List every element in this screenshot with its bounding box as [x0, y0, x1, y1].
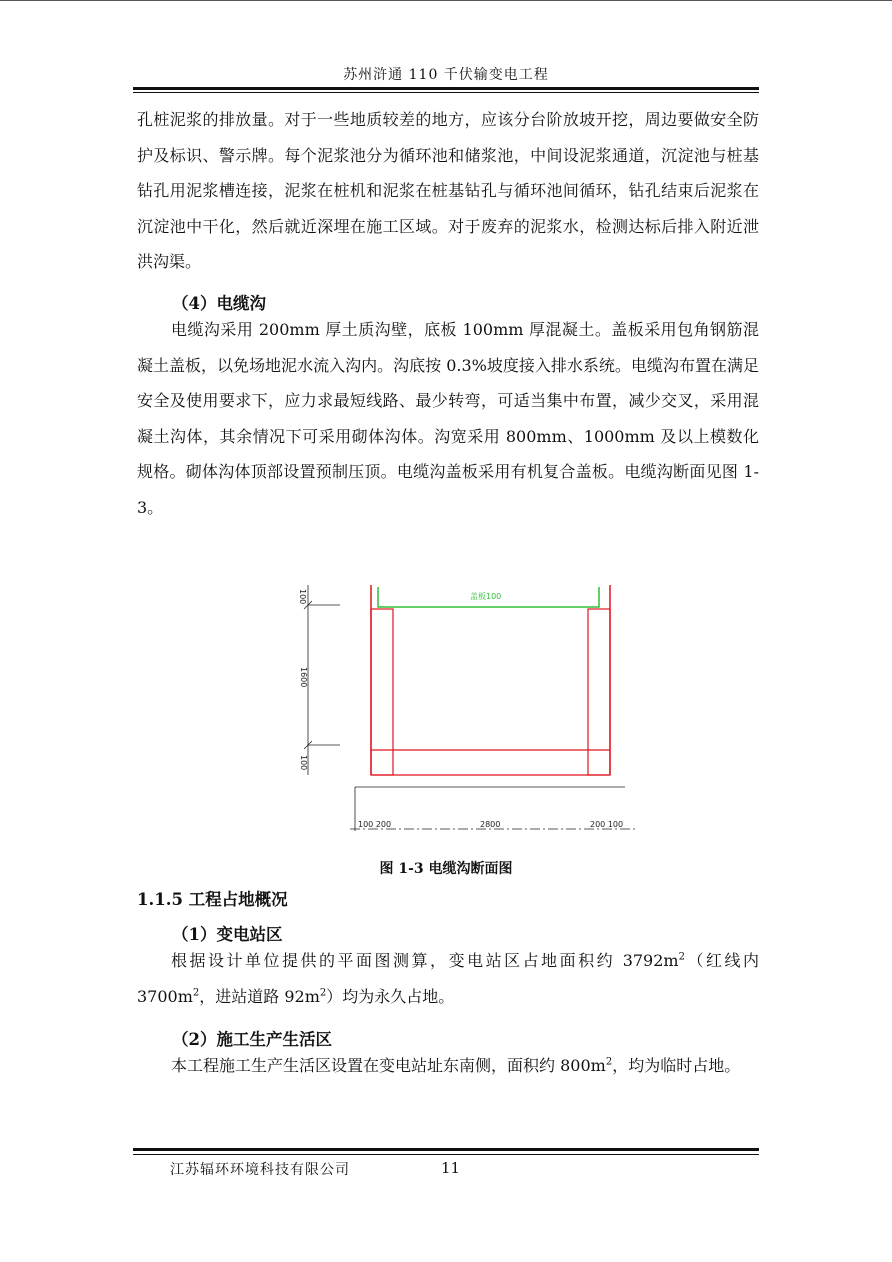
- paragraph-cable-trench: 电缆沟采用 200mm 厚土质沟壁，底板 100mm 厚混凝土。盖板采用包角钢筋混凝土盖板，以免场地泥水流入沟内。沟底按 0.3%坡度接入排水系统。电缆沟布置在满足安全及使用要求下，应力求最短线路、最少转弯，可适当集中布置，减少交叉，采用混凝土沟体，其余情况下可采用砌体沟体。沟宽采用 800mm、1000mm 及以上模数化规格。砌体沟体顶部设置预制压顶。电缆沟盖板采用有机复合盖板。电缆沟断面见图 1-3。: [137, 320, 759, 517]
- footer-company: 江苏辐环环境科技有限公司: [170, 1162, 350, 1178]
- figure-caption: 图 1-3 电缆沟断面图: [379, 861, 513, 877]
- footer-rule-thin: [133, 1154, 759, 1155]
- cover-plate-label: 盖板100: [470, 592, 502, 601]
- subheading-cable-trench: （4）电缆沟: [172, 294, 266, 313]
- dim-width: 2800: [480, 820, 501, 829]
- footer-rule-thick: [133, 1148, 759, 1151]
- dim-left: 100 200: [358, 820, 392, 829]
- subheading-construction-area: （2）施工生产生活区: [172, 1030, 332, 1049]
- trench-walls: [371, 585, 610, 775]
- paragraph-construction-area: 本工程施工生产生活区设置在变电站址东南侧，面积约 $800m^2$，均为临时占地。: [171, 1056, 741, 1075]
- dim-height: 1600: [299, 667, 308, 688]
- section-heading-land-use: 1.1.5 工程占地概况: [137, 890, 288, 909]
- page-number: 11: [441, 1159, 461, 1177]
- horizontal-dimensions: [350, 787, 635, 831]
- paragraph-mud-disposal: 孔桩泥浆的排放量。对于一些地质较差的地方，应该分台阶放坡开挖，周边要做安全防护及标识、警示牌。每个泥浆池分为循环池和储浆池，中间设泥浆通道，沉淀池与桩基钻孔用泥浆槽连接，泥浆在桩机和泥浆在桩基钻孔与循环池间循环，钻孔结束后泥浆在沉淀池中干化，然后就近深埋在施工区域。对于废弃的泥浆水，检测达标后排入附近泄洪沟渠。: [137, 110, 759, 271]
- running-header: 苏州浒通 110 千伏输变电工程: [343, 67, 549, 83]
- header-rule-thin: [133, 92, 759, 93]
- vertical-dimensions: [298, 585, 340, 775]
- dim-top: 100: [298, 589, 307, 605]
- dim-bottom: 100: [299, 755, 308, 771]
- subheading-substation-area: （1）变电站区: [172, 925, 283, 944]
- cover-plate: [378, 587, 599, 607]
- dim-right: 200 100: [590, 820, 624, 829]
- paragraph-substation-area: 根据设计单位提供的平面图测算，变电站区占地面积约 $3792m^2$（红线内 $3700m^2$，进站道路 $92m^2$）均为永久占地。: [137, 951, 759, 1006]
- header-rule-thick: [133, 87, 759, 90]
- cable-trench-section-diagram: [290, 575, 650, 845]
- page-top-border: [0, 0, 892, 1]
